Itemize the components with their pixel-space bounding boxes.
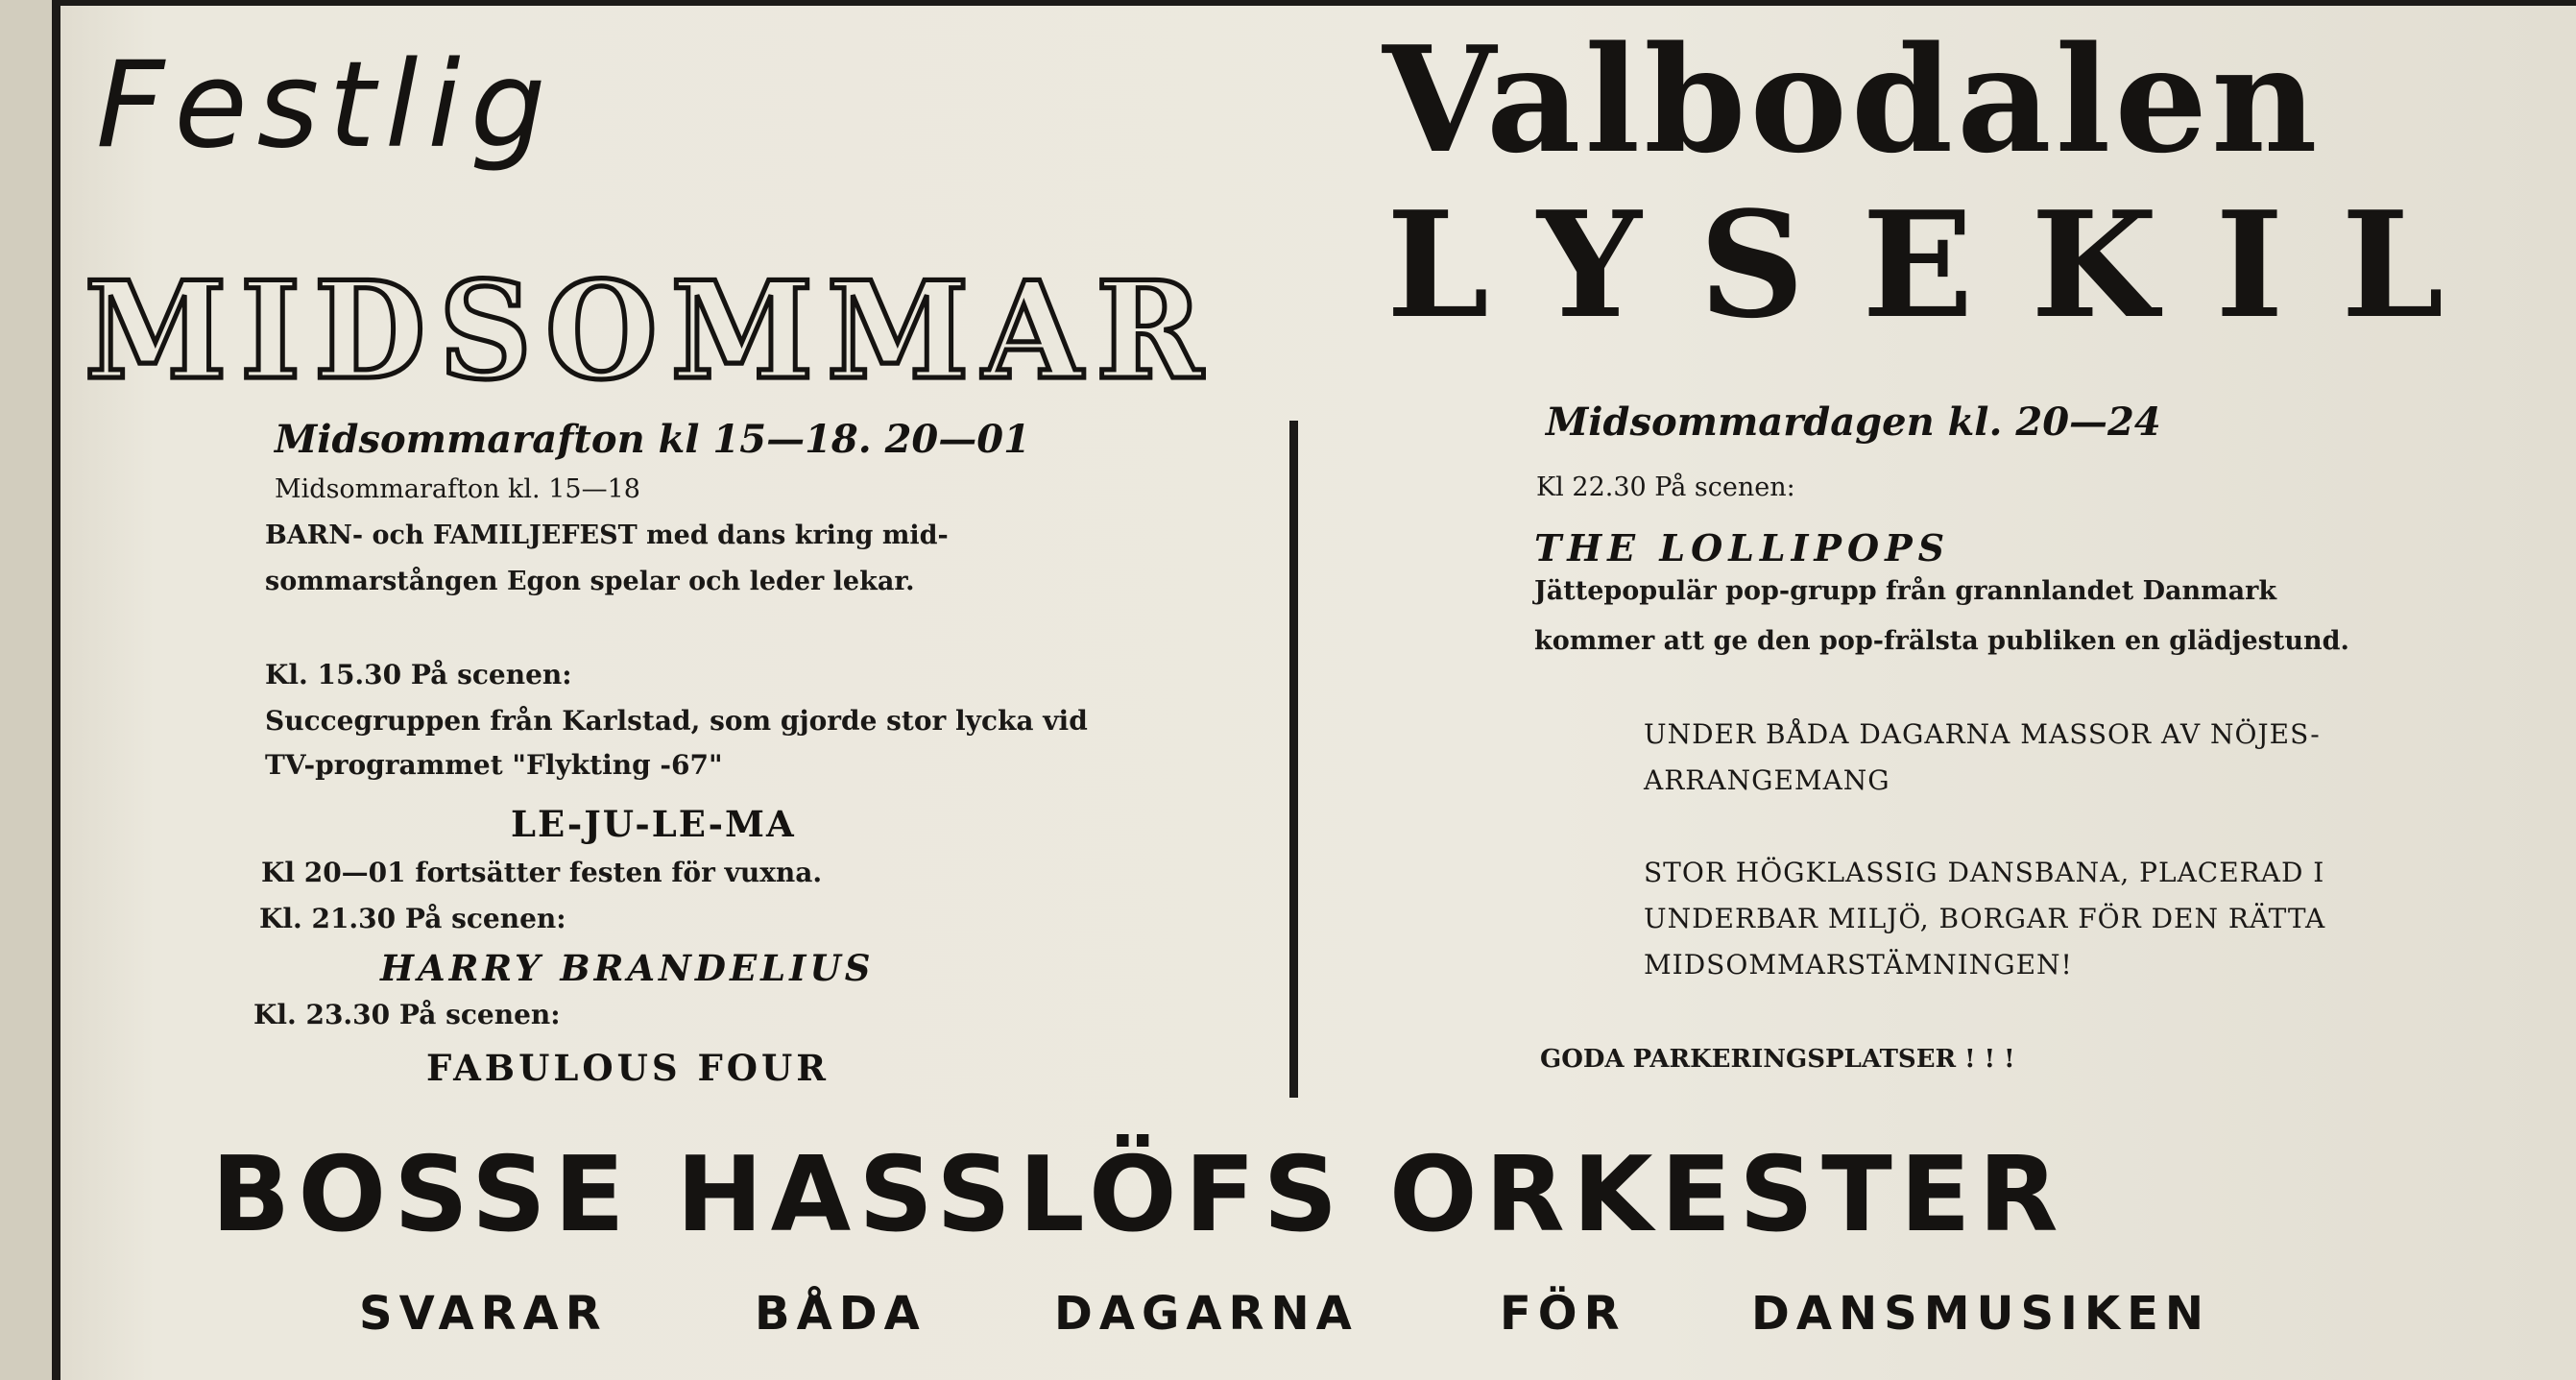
column-divider (1289, 421, 1298, 1098)
tagline-word-3: DAGARNA (1054, 1287, 1359, 1341)
page-edge (0, 0, 52, 1380)
left-line-3: sommarstången Egon spelar och leder lekar. (265, 567, 915, 596)
right-caps-line-3: STOR HÖGKLASSIG DANSBANA, PLACERAD I (1644, 857, 2325, 888)
left-line-8: Kl. 21.30 På scenen: (259, 903, 566, 934)
festlig-heading: Festlig (96, 36, 556, 175)
ad-border-top (58, 0, 2576, 6)
ad-border-left (52, 0, 60, 1380)
valbodalen-heading: Valbodalen (1383, 13, 2322, 185)
midsommarafton-heading: Midsommarafton kl 15—18. 20—01 (275, 417, 1030, 462)
tagline-word-2: BÅDA (755, 1287, 927, 1341)
right-desc-line-2: kommer att ge den pop-frälsta publiken en glädjestund. (1534, 626, 2349, 656)
act-fabulous-four: FABULOUS FOUR (426, 1047, 830, 1089)
left-line-4: Kl. 15.30 På scenen: (265, 659, 572, 690)
right-caps-line-4: UNDERBAR MILJÖ, BORGAR FÖR DEN RÄTTA (1644, 903, 2326, 934)
right-caps-line-5: MIDSOMMARSTÄMNINGEN! (1644, 949, 2073, 981)
right-scene-line: Kl 22.30 På scenen: (1536, 472, 1795, 502)
right-caps-line-1: UNDER BÅDA DAGARNA MASSOR AV NÖJES- (1644, 718, 2321, 750)
midsommar-heading: MIDSOMMAR (84, 252, 1216, 410)
left-line-5: Succegruppen från Karlstad, som gjorde stor lycka vid (265, 705, 1088, 737)
left-line-9: Kl. 23.30 På scenen: (253, 999, 561, 1030)
left-line-7: Kl 20—01 fortsätter festen för vuxna. (261, 857, 823, 888)
lysekil-heading: LYSEKIL (1386, 179, 2502, 351)
left-line-1: Midsommarafton kl. 15—18 (275, 474, 640, 504)
midsommardagen-heading: Midsommardagen kl. 20—24 (1546, 399, 2161, 445)
tagline-word-4: FÖR (1500, 1287, 1626, 1341)
left-line-6: TV-programmet "Flykting -67" (265, 749, 723, 781)
left-line-2: BARN- och FAMILJEFEST med dans kring mid- (265, 521, 949, 550)
tagline-word-1: SVARAR (359, 1287, 608, 1341)
orchestra-banner: BOSSE HASSLÖFS ORKESTER (211, 1135, 2066, 1255)
parking-line: GODA PARKERINGSPLATSER ! ! ! (1540, 1045, 2015, 1074)
right-desc-line-1: Jättepopulär pop-grupp från grannlandet Danmark (1534, 576, 2277, 606)
act-le-ju-le-ma: LE-JU-LE-MA (511, 803, 796, 845)
act-harry-brandelius: HARRY BRANDELIUS (380, 947, 875, 989)
act-the-lollipops: THE LOLLIPOPS (1534, 526, 1951, 569)
right-caps-line-2: ARRANGEMANG (1644, 764, 1890, 796)
tagline-word-5: DANSMUSIKEN (1751, 1287, 2211, 1341)
